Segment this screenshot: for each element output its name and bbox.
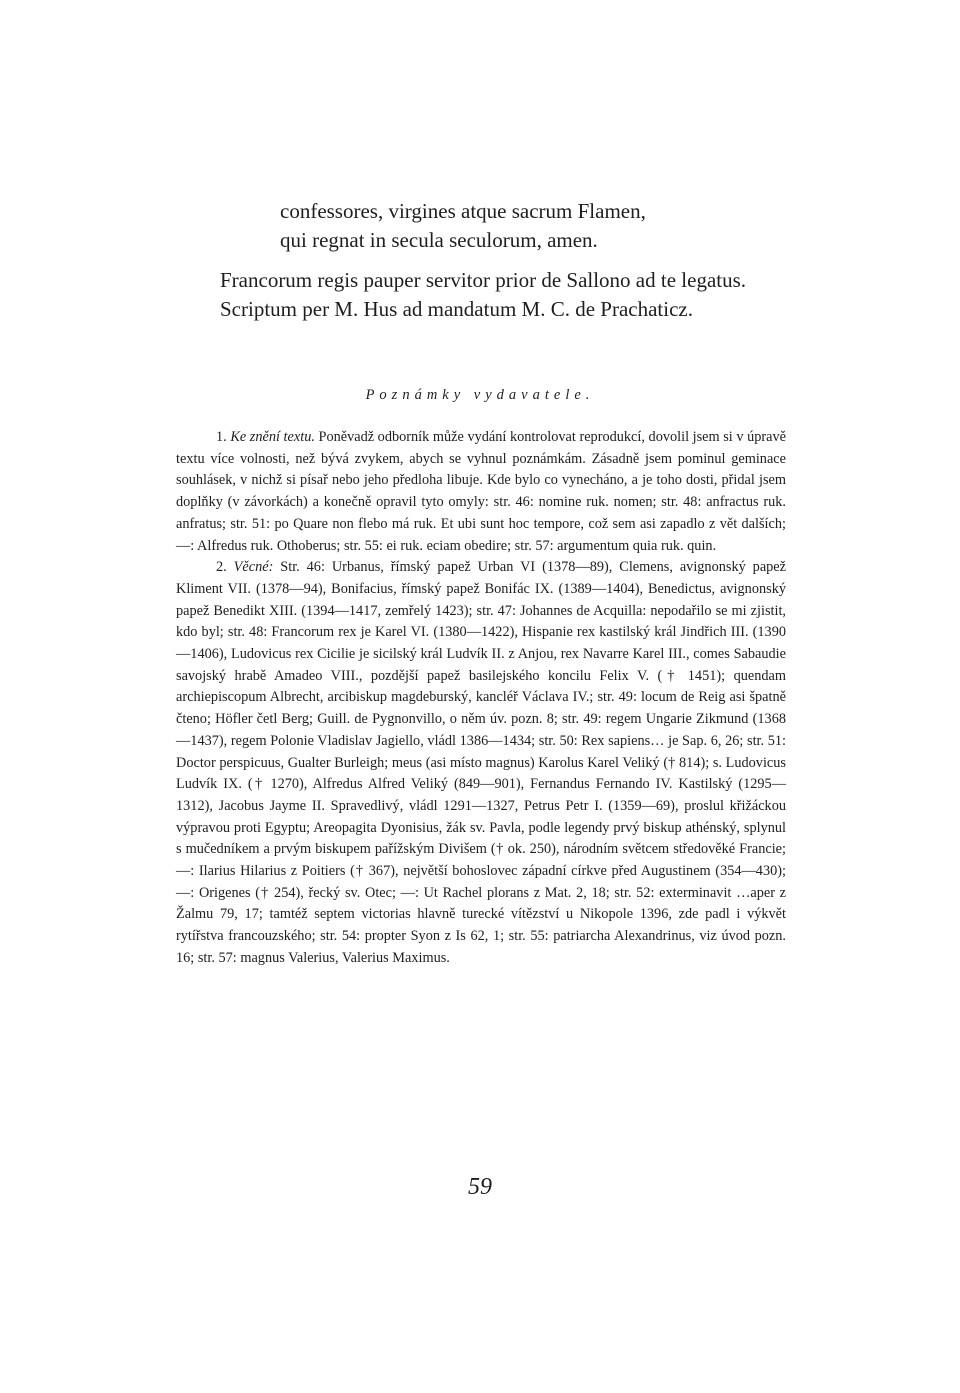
notes-title: Poznámky vydavatele.: [365, 387, 595, 403]
closing-block: [176, 266, 786, 324]
closing-paragraph-1: Francorum regis pauper servitor prior de Sallono ad te legatus.: [220, 268, 747, 292]
verse-block: [280, 197, 646, 255]
verse-line-1: confessores, virgines atque sacrum Flamen,: [280, 199, 646, 223]
editor-notes: [176, 427, 786, 970]
note-1-text: Poněvadž odborník může vydání kontrolovat reprodukcí, dovolil jsem si v úpravě textu více volnosti, než bývá zvykem, abych se vyhnul poznámkám. Zásadně jsem pominul geminace souhlásek, v nichž si písař nebo jeho předloha libuje. Kde bylo co vynecháno, a je toho dosti, přidal jsem doplňky (v závorkách) a konečně opravil tyto omyly: str. 46: nomine ruk. nomen; str. 48: anfractus ruk. anfratus; str. 51: po Quare non flebo má ruk. Et ubi sunt hoc tempore, což sem asi zapadlo z vět dalších; —: Alfredus ruk. Othoberus; str. 55: ei ruk. eciam obedire; str. 57: argumentum quia ruk. quin.: [176, 429, 786, 554]
page-number: 59: [468, 1174, 492, 1200]
note-2-text: Str. 46: Urbanus, římský papež Urban VI (1378—89), Clemens, avignonský papež Kliment VII. (1378—94), Bonifacius, římský papež Bonifác IX. (1389—1404), Benedictus, avignonský papež Benedikt XIII. (1394—1417, zemřelý 1423); str. 47: Johannes de Acquilla: nepodařilo se mi zjistit, kdo byl; str. 48: Francorum rex je Karel VI. (1380—1422), Hispanie rex kastilský král Jindřich III. (1390—1406), Ludovicus rex Cicilie je sicilský král Ludvík II. z Anjou, rex Navarre Karel III., comes Sabaudie savojský hrabě Amadeo VIII., pozdější papež basilejského koncilu Felix V. († 1451); quendam archiepiscopum Albrecht, arcibiskup magdeburský, kancléř Václava IV.; str. 49: locum de Reig asi špatně čteno; Höfler četl Berg; Guill. de Pygnonvillo, o něm úv. pozn. 8; str. 49: regem Ungarie Zikmund (1368—1437), regem Polonie Vladislav Jagiello, vládl 1386—1434; str. 50: Rex sapiens… je Sap. 6, 26; str. 51: Doctor perspicuus, Gualter Burleigh; meus (asi místo magnus) Karolus Karel Veliký († 814); s. Ludovicus Ludvík IX. († 1270), Alfredus Alfred Veliký (849—901), Fernandus Fernando IV. Kastilský (1295—1312), Jacobus Jayme II. Spravedlivý, vládl 1291—1327, Petrus Petr I. (1359—69), proslul křižáckou výpravou proti Egyptu; Areopagita Dyonisius, žák sv. Pavla, podle legendy prvý biskup athénský, splynul s mučedníkem a prvým biskupem pařížským Divišem († ok. 250), národním světcem středověké Francie; —: Ilarius Hilarius z Poitiers († 367), největší bohoslovec západní církve před Augustinem (354—430); —: Origenes († 254), řecký sv. Otec; —: Ut Rachel plorans z Mat. 2, 18; str. 52: exterminavit …aper z Žalmu 79, 17; tamtéž septem victorias hlavně turecké vítězství u Nikopole 1396, zde padl i výkvět rytířstva francouzského; str. 54: propter Syon z Is 62, 1; str. 55: patriarcha Alexandrinus, viz úvod pozn. 16; str. 57: magnus Valerius, Valerius Maximus.: [176, 559, 787, 966]
note-2-label: 2.: [216, 559, 234, 576]
note-1-heading: Ke znění textu.: [230, 429, 315, 445]
closing-paragraph-2: Scriptum per M. Hus ad mandatum M. C. de Prachaticz.: [220, 297, 693, 321]
note-1: [176, 427, 786, 557]
note-1-label: 1.: [216, 429, 231, 445]
note-2: [176, 557, 786, 969]
note-2-heading: Věcné:: [233, 559, 274, 576]
verse-line-2: qui regnat in secula seculorum, amen.: [280, 228, 598, 252]
